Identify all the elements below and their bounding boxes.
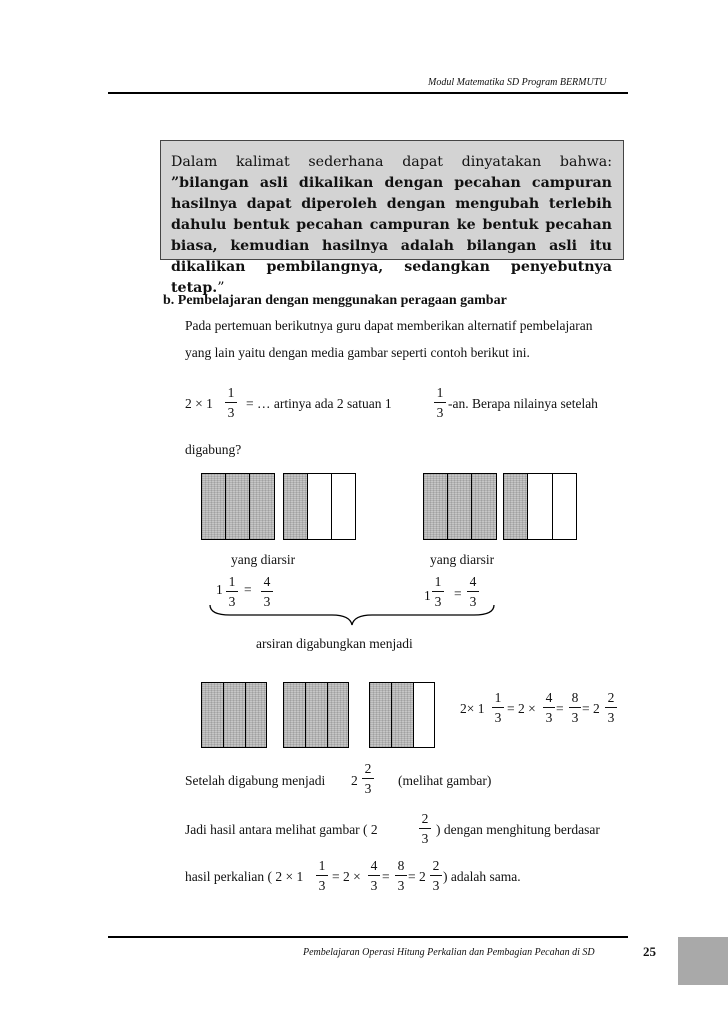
conclusion-whole: 2 — [351, 773, 358, 788]
fraction-four-thirds: 4 3 — [261, 574, 273, 610]
statement-plain: Dalam kalimat sederhana dapat dinyatakan bahwa: — [171, 154, 612, 170]
conclusion-line-2b: ) dengan menghitung berdasar — [436, 822, 600, 837]
combined-whole-1 — [201, 682, 267, 748]
fraction-one-third: 1 3 — [432, 574, 444, 610]
calc-part-b: = 2 × — [507, 701, 536, 716]
fraction-one-third: 1 3 — [316, 858, 328, 894]
statement-bold: ”bilangan asli dikalikan dengan pecahan campuran hasilnya dapat diperoleh dengan mengubah terlebih dahulu bentuk pecahan campuran ke bentuk pecahan biasa, kemudian hasilnya adalah bilangan asli itu dikalikan pembilangnya, sedangkan penyebutnya tetap. — [171, 175, 612, 296]
fraction-one-third: 1 3 — [226, 574, 238, 610]
expr-part-a: 2 × 1 — [185, 396, 213, 411]
equals-sign: = — [244, 582, 252, 597]
page-number: 25 — [643, 944, 656, 959]
curly-brace — [208, 603, 496, 627]
intro-line-1: Pada pertemuan berikutnya guru dapat memberikan alternatif pembelajaran — [185, 318, 593, 333]
combined-whole-2 — [283, 682, 349, 748]
intro-line-2: yang lain yaitu dengan media gambar seperti contoh berikut ini. — [185, 345, 530, 360]
conclusion-equals: = — [382, 869, 390, 884]
expr-part-b: = … artinya ada 2 satuan 1 — [246, 396, 392, 411]
statement-close-quote: ” — [217, 280, 225, 296]
section-heading: b. Pembelajaran dengan menggunakan peragaan gambar — [163, 293, 507, 308]
fraction-two-thirds: 2 3 — [430, 858, 442, 894]
equals-sign: = — [454, 586, 462, 601]
fraction-one-third: 1 3 — [434, 385, 446, 421]
combined-partial — [369, 682, 435, 748]
running-footer: Pembelajaran Operasi Hitung Perkalian dan Pembagian Pecahan di SD — [303, 947, 595, 958]
shape-third-right — [503, 473, 577, 540]
statement-box — [160, 140, 624, 296]
header-rule — [108, 92, 628, 94]
shape-whole-left — [201, 473, 275, 540]
calc-equals: = — [556, 701, 564, 716]
calc-part-d: = 2 — [582, 701, 600, 716]
fraction-two-thirds: 2 3 — [362, 761, 374, 797]
fraction-two-thirds: 2 3 — [605, 690, 617, 726]
calc-part-a: 2× 1 — [460, 701, 485, 716]
label-left: yang diarsir — [231, 552, 296, 567]
shape-third-left — [283, 473, 356, 540]
conclusion-line-2a: Jadi hasil antara melihat gambar ( 2 — [185, 822, 378, 837]
fraction-one-third: 1 3 — [225, 385, 237, 421]
mixed-whole: 1 — [216, 582, 223, 597]
fraction-eight-thirds: 8 3 — [569, 690, 581, 726]
question-digabung: digabung? — [185, 442, 242, 457]
statement-text — [171, 152, 612, 299]
expr-part-c: -an. Berapa nilainya setelah — [448, 396, 598, 411]
page-edge-tab — [678, 937, 728, 985]
conclusion-line-3d: = 2 — [408, 869, 426, 884]
fraction-four-thirds: 4 3 — [467, 574, 479, 610]
running-header: Modul Matematika SD Program BERMUTU — [428, 77, 607, 88]
footer-rule — [108, 936, 628, 938]
label-right: yang diarsir — [430, 552, 495, 567]
fraction-one-third: 1 3 — [492, 690, 504, 726]
fraction-two-thirds: 2 3 — [419, 811, 431, 847]
fraction-eight-thirds: 8 3 — [395, 858, 407, 894]
conclusion-line-3a: hasil perkalian ( 2 × 1 — [185, 869, 304, 884]
conclusion-line-3b: = 2 × — [332, 869, 361, 884]
mixed-whole: 1 — [424, 588, 431, 603]
fraction-four-thirds: 4 3 — [368, 858, 380, 894]
conclusion-line-1a: Setelah digabung menjadi — [185, 773, 326, 788]
conclusion-line-3e: ) adalah sama. — [443, 869, 521, 884]
shape-whole-right — [423, 473, 497, 540]
fraction-four-thirds: 4 3 — [543, 690, 555, 726]
combine-label: arsiran digabungkan menjadi — [256, 636, 413, 651]
conclusion-line-1c: (melihat gambar) — [398, 773, 492, 788]
